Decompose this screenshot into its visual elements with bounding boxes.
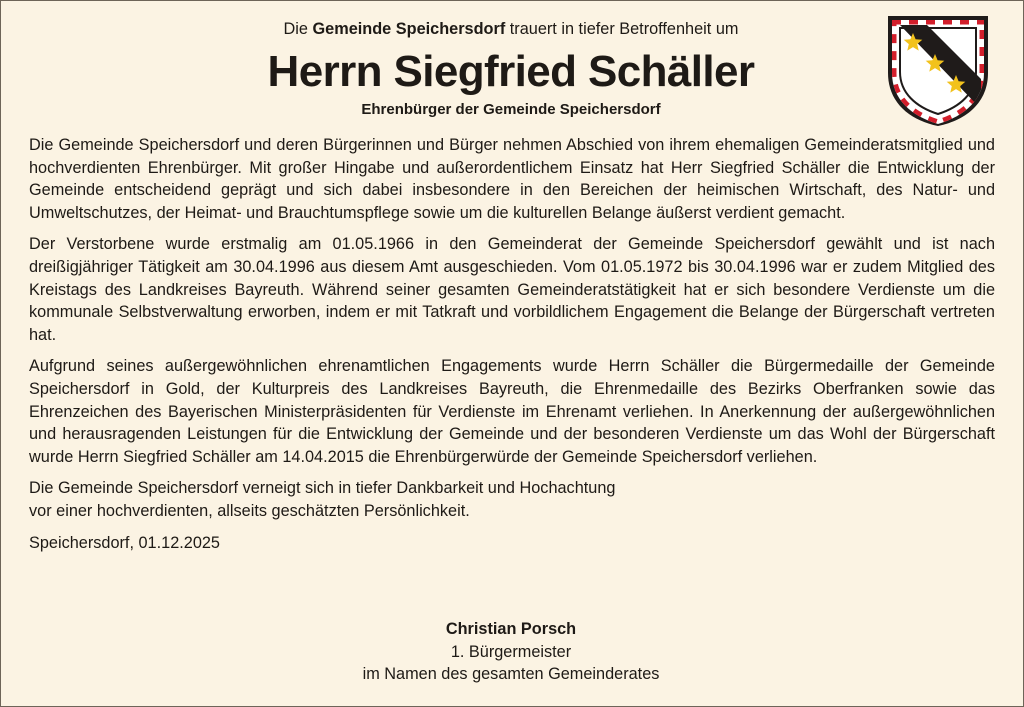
paragraph-tribute: Die Gemeinde Speichersdorf und deren Bürgerinnen und Bürger nehmen Abschied von ihrem ehemaligen Gemeinderatsmitglied und hochverdienten Ehrenbürger. Mit großer Hingabe und außerordentlichem Einsatz hat Herr Siegfried Schäller die Entwicklung der Gemeinde entscheidend geprägt und sich dabei insbesondere in den Bereichen der heimischen Wirtschaft, des Natur- und Umweltschutzes, der Heimat- und Brauchtumspflege sowie um die kulturellen Belange äußerst verdient gemacht. — [29, 136, 995, 222]
intro-line — [181, 18, 841, 40]
paragraph-closing — [29, 477, 995, 522]
signer-on-behalf: im Namen des gesamten Gemeinderates — [362, 665, 660, 684]
intro-pre: Die — [283, 20, 313, 38]
signature-block — [181, 618, 841, 686]
deceased-name: Herrn Siegfried Schäller — [267, 47, 755, 96]
intro-post: trauert in tiefer Betroffenheit um — [505, 20, 739, 38]
paragraph-career: Der Verstorbene wurde erstmalig am 01.05.1966 in den Gemeinderat der Gemeinde Speichersdorf gewählt und ist nach dreißigjähriger Tätigkeit am 30.04.1996 aus diesem Amt ausgeschieden. Vom 01.05.1972 bis 30.04.1996 war er zudem Mitglied des Kreistags des Landkreises Bayreuth. Während seiner gesamten Gemeinderatstätigkeit hat er sich besondere Verdienste um die kommunale Selbstverwaltung erworben, indem er mit Tatkraft und vorbildlichem Engagement die Belange der Bürgerschaft vertreten hat. — [29, 235, 995, 344]
closing-line-1: Die Gemeinde Speichersdorf verneigt sich in tiefer Dankbarkeit und Hochachtung — [29, 479, 616, 498]
signer-title: 1. Bürgermeister — [450, 642, 572, 661]
paragraph-honours: Aufgrund seines außergewöhnlichen ehrenamtlichen Engagements wurde Herrn Schäller die Bürgermedaille der Gemeinde Speichersdorf in Gold, der Kulturpreis des Landkreises Bayreuth, die Ehrenmedaille des Bezirks Oberfranken sowie das Ehrenzeichen des Bayerischen Ministerpräsidenten für Verdienste im Ehrenamt verliehen. In Anerkennung der außergewöhnlichen und herausragenden Leistungen für die Entwicklung der Gemeinde und der besonderen Verdienste um das Wohl der Bürgerschaft wurde Herrn Siegfried Schäller am 14.04.2015 die Ehrenbürgerwürde der Gemeinde Speichersdorf verliehen. — [29, 357, 995, 466]
honorary-title: Ehrenbürger der Gemeinde Speichersdorf — [361, 101, 661, 118]
obituary-body — [29, 134, 995, 563]
intro-municipality: Gemeinde Speichersdorf — [312, 20, 506, 38]
coat-of-arms-icon — [885, 13, 991, 127]
closing-line-2: vor einer hochverdienten, allseits geschätzten Persönlichkeit. — [29, 501, 470, 520]
place-date: Speichersdorf, 01.12.2025 — [29, 533, 220, 552]
signer-name: Christian Porsch — [445, 620, 577, 638]
